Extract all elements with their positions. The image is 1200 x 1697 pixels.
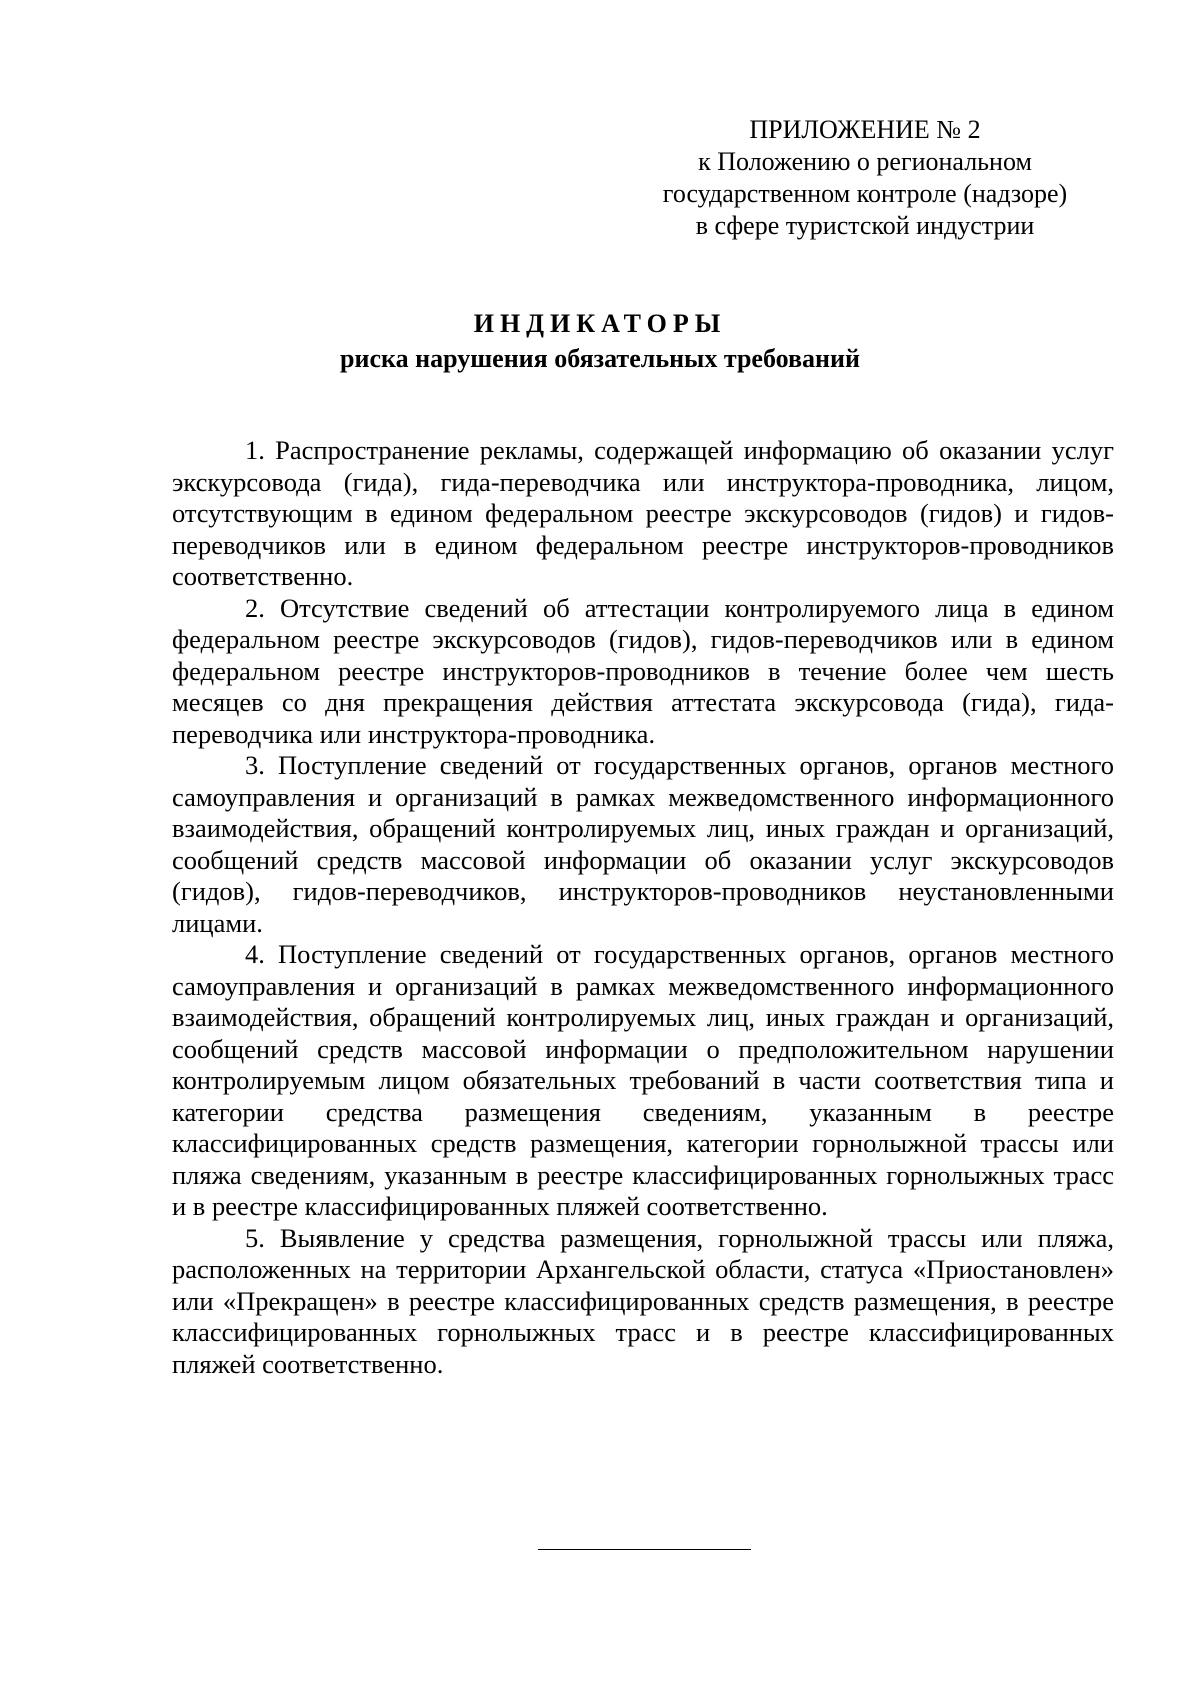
appendix-title: ПРИЛОЖЕНИЕ № 2 [749, 115, 981, 144]
indicator-item: 2. Отсутствие сведений об аттестации контролируемого лица в едином федеральном реестре экскурсоводов (гидов), гидов-переводчиков или в едином федеральном реестре инструкторов-проводников в течение более чем шесть месяцев со дня прекращения действия аттестата экскурсовода (гида), гида-переводчика или инструктора-проводника. [172, 592, 1114, 749]
appendix-header [640, 114, 1090, 242]
indicator-item: 1. Распространение рекламы, содержащей информацию об оказании услуг экскурсовода (гида), гида-переводчика или инструктора-проводника, лицом, отсутствующим в едином федеральном реестре экскурсоводов (гидов) и гидов-переводчиков или в едином федеральном реестре инструкторов-проводников соответственно. [172, 435, 1114, 591]
indicators-list [172, 435, 1114, 1380]
appendix-line: в сфере туристской индустрии [695, 211, 1035, 240]
appendix-line: государственном контроле (надзоре) [662, 179, 1068, 208]
document-subtitle: риска нарушения обязательных требований [340, 344, 860, 373]
end-divider [538, 1549, 751, 1550]
document-heading [0, 306, 1200, 376]
indicator-item: 5. Выявление у средства размещения, горнолыжной трассы или пляжа, расположенных на территории Архангельской области, статуса «Приостановлен» или «Прекращен» в реестре классифицированных средств размещения, в реестре классифицированных горнолыжных трасс и в реестре классифицированных пляжей соответственно. [172, 1222, 1114, 1379]
indicator-item: 3. Поступление сведений от государственных органов, органов местного самоуправления и организаций в рамках межведомственного информационного взаимодействия, обращений контролируемых лиц, иных граждан и организаций, сообщений средств массовой информации об оказании услуг экскурсоводов (гидов), гидов-переводчиков, инструкторов-проводников неустановленными лицами. [172, 750, 1114, 938]
appendix-line: к Положению о региональном [698, 147, 1032, 176]
document-title: ИНДИКАТОРЫ [473, 309, 727, 338]
indicator-item: 4. Поступление сведений от государственных органов, органов местного самоуправления и организаций в рамках межведомственного информационного взаимодействия, обращений контролируемых лиц, иных граждан и организаций, сообщений средств массовой информации о предположительном нарушении контролируемым лицом обязательных требований в части соответствия типа и категории средства размещения сведениям, указанным в реестре классифицированных средств размещения, категории горнолыжной трассы или пляжа сведениям, указанным в реестре классифицированных горнолыжных трасс и в реестре классифицированных пляжей соответственно. [172, 939, 1114, 1221]
